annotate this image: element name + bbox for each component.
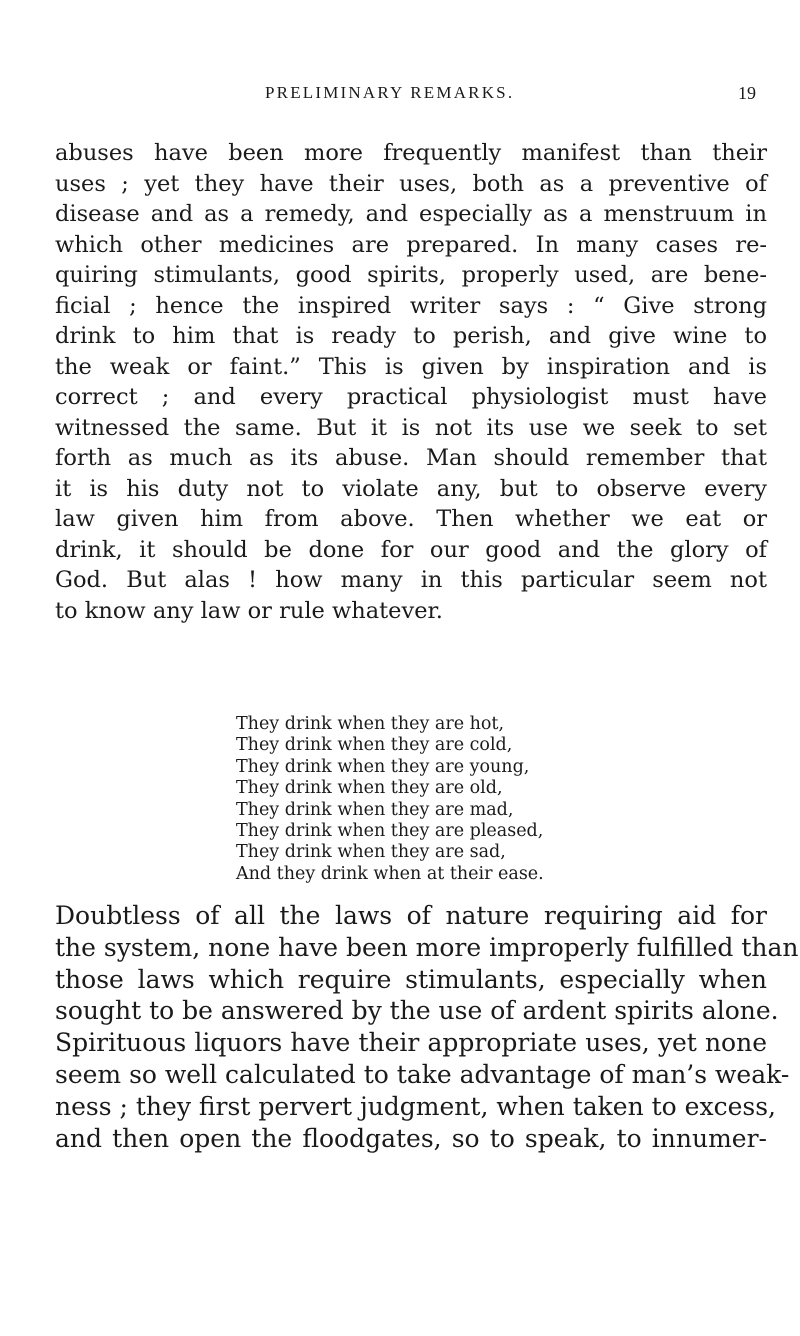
text-line: sought to be answered by the use of ardent spirits alone.	[55, 996, 779, 1026]
page-number: 19	[738, 83, 756, 103]
text-line: abuses have been more frequently manifest than their	[55, 140, 767, 166]
paragraph-2	[55, 900, 799, 1154]
text-line: ficial ; hence the inspired writer says : “ Give strong	[55, 292, 767, 319]
text-line: ness ; they first pervert judgment, when taken to excess,	[55, 1091, 776, 1121]
text-line: to know any law or rule whatever.	[55, 597, 443, 624]
text-line: drink to him that is ready to perish, and give wine to	[55, 323, 767, 349]
verse-line: They drink when they are old,	[236, 778, 503, 799]
verse-line: They drink when they are cold,	[236, 735, 513, 756]
verse-block	[236, 714, 636, 885]
text-line: quiring stimulants, good spirits, properly used, are bene-	[55, 262, 767, 288]
text-line: seem so well calculated to take advantage of man’s weak-	[55, 1059, 790, 1089]
text-line: God. But alas ! how many in this particular seem not	[55, 567, 767, 593]
text-line: and then open the floodgates, so to speak, to innumer-	[55, 1123, 767, 1153]
running-head	[0, 83, 800, 107]
text-line: it is his duty not to violate any, but to observe every	[55, 475, 767, 502]
text-line: the system, none have been more improperly fulfilled than	[55, 932, 799, 962]
text-line: disease and as a remedy, and especially as a menstruum in	[55, 201, 767, 227]
text-line: law given him from above. Then whether we eat or	[55, 506, 767, 532]
running-title: PRELIMINARY REMARKS.	[265, 83, 515, 102]
text-line: forth as much as its abuse. Man should remember that	[55, 445, 767, 471]
text-line: Doubtless of all the laws of nature requiring aid for	[55, 901, 767, 930]
text-line: the weak or faint.” This is given by inspiration and is	[55, 353, 767, 380]
text-line: Spirituous liquors have their appropriate uses, yet none	[55, 1028, 767, 1058]
text-line: which other medicines are prepared. In many cases re-	[55, 231, 767, 258]
text-line: drink, it should be done for our good and the glory of	[55, 536, 767, 563]
verse-line: They drink when they are young,	[236, 756, 530, 777]
verse-line: And they drink when at their ease.	[236, 863, 544, 884]
text-line: correct ; and every practical physiologist must have	[55, 384, 767, 410]
verse-line: They drink when they are sad,	[236, 842, 506, 863]
text-line: uses ; yet they have their uses, both as a preventive of	[55, 170, 767, 197]
verse-line: They drink when they are hot,	[236, 714, 505, 734]
verse-line: They drink when they are mad,	[236, 799, 514, 820]
text-line: witnessed the same. But it is not its use we seek to set	[55, 414, 767, 441]
paragraph-1	[55, 138, 767, 626]
verse-line: They drink when they are pleased,	[236, 820, 544, 841]
text-line: those laws which require stimulants, especially when	[55, 964, 767, 994]
